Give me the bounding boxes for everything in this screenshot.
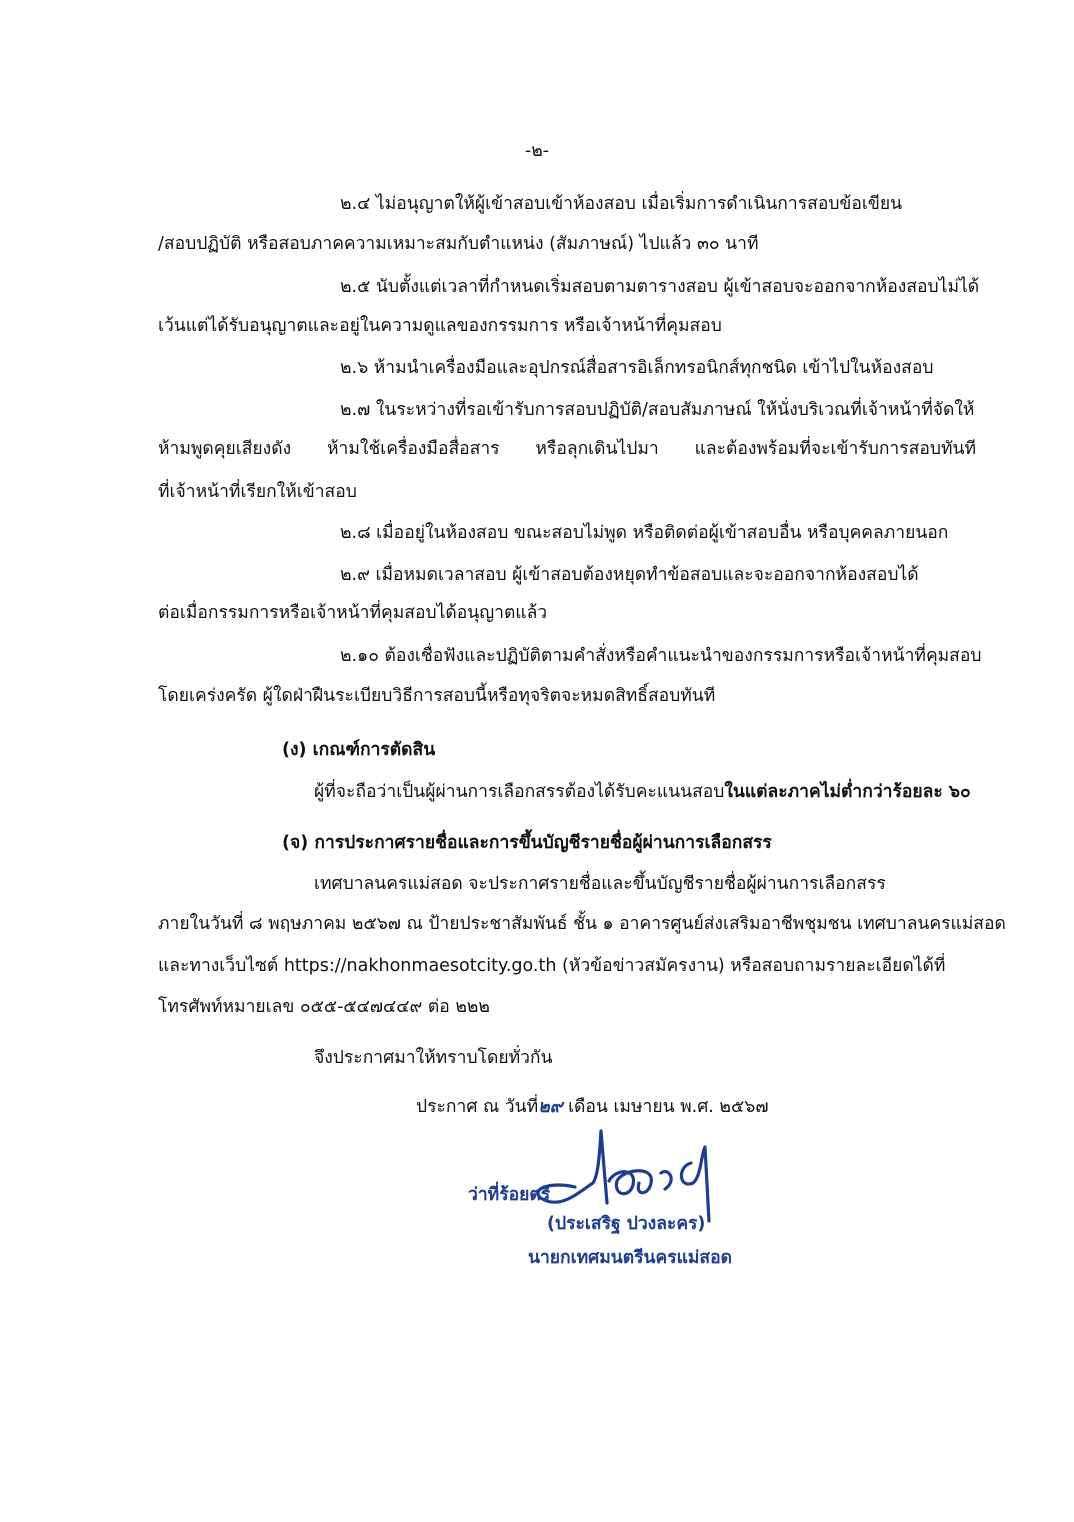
para-2-5-line-2: เว้นแต่ได้รับอนุญาตและอยู่ในความดูแลของกรรมการ หรือเจ้าหน้าที่คุมสอบ bbox=[158, 316, 722, 336]
para-2-7-line-3: ที่เจ้าหน้าที่เรียกให้เข้าสอบ bbox=[158, 482, 357, 502]
closing-text: จึงประกาศมาให้ทราบโดยทั่วกัน bbox=[314, 1048, 553, 1068]
para-2-10-line-2: โดยเคร่งครัด ผู้ใดฝ่าฝืนระเบียบวิธีการสอบนี้หรือทุจริตจะหมดสิทธิ์สอบทันที bbox=[158, 686, 716, 706]
para-2-8-line-1: ๒.๘ เมื่ออยู่ในห้องสอบ ขณะสอบไม่พูด หรือติดต่อผู้เข้าสอบอื่น หรือบุคคลภายนอก bbox=[340, 523, 949, 543]
para-2-5-line-1: ๒.๕ นับตั้งแต่เวลาที่กำหนดเริ่มสอบตามตารางสอบ ผู้เข้าสอบจะออกจากห้องสอบไม่ได้ bbox=[340, 277, 980, 297]
section-d-heading: (ง) เกณฑ์การตัดสิน bbox=[282, 740, 436, 760]
announce-date-suffix: เดือน เมษายน พ.ศ. ๒๕๖๗ bbox=[568, 1097, 769, 1117]
para-2-7-line-2: ห้ามพูดคุยเสียงดัง ห้ามใช้เครื่องมือสื่อสาร หรือลุกเดินไปมา และต้องพร้อมที่จะเข้ารับการสอบทันที bbox=[158, 439, 976, 459]
para-2-9-line-2: ต่อเมื่อกรรมการหรือเจ้าหน้าที่คุมสอบได้อนุญาตแล้ว bbox=[158, 603, 548, 623]
section-d-text-normal: ผู้ที่จะถือว่าเป็นผู้ผ่านการเลือกสรรต้องได้รับคะแนนสอบ bbox=[314, 782, 725, 802]
section-e-line-3: และทางเว็บไซต์ https://nakhonmaesotcity.go.th (หัวข้อข่าวสมัครงาน) หรือสอบถามรายละเอียดได้ที่ bbox=[158, 956, 946, 976]
announce-date-prefix: ประกาศ ณ วันที่ bbox=[416, 1097, 539, 1117]
para-2-10-line-1: ๒.๑๐ ต้องเชื่อฟังและปฏิบัติตามคำสั่งหรือคำแนะนำของกรรมการหรือเจ้าหน้าที่คุมสอบ bbox=[340, 646, 982, 666]
section-e-line-2: ภายในวันที่ ๘ พฤษภาคม ๒๕๖๗ ณ ป้ายประชาสัมพันธ์ ชั้น ๑ อาคารศูนย์ส่งเสริมอาชีพชุมชน เทศบาลนครแม่สอด bbox=[158, 914, 1006, 934]
announce-date bbox=[416, 1099, 768, 1117]
announce-date-day: ๒๙ bbox=[538, 1097, 563, 1117]
section-e-line-1: เทศบาลนครแม่สอด จะประกาศรายชื่อและขึ้นบัญชีรายชื่อผู้ผ่านการเลือกสรร bbox=[314, 874, 886, 894]
section-e-heading: (จ) การประกาศรายชื่อและการขึ้นบัญชีรายชื่อผู้ผ่านการเลือกสรร bbox=[282, 833, 772, 853]
section-d-text bbox=[314, 784, 971, 802]
signature-rank: ว่าที่ร้อยตรี bbox=[468, 1185, 551, 1205]
page-number: -๒- bbox=[524, 141, 550, 161]
signature-position: นายกเทศมนตรีนครแม่สอด bbox=[528, 1248, 732, 1268]
para-2-4-line-1: ๒.๔ ไม่อนุญาตให้ผู้เข้าสอบเข้าห้องสอบ เมื่อเริ่มการดำเนินการสอบข้อเขียน bbox=[340, 194, 903, 214]
signature-name: (ประเสริฐ ปวงละคร) bbox=[547, 1214, 706, 1234]
section-e-line-4: โทรศัพท์หมายเลข ๐๕๕-๕๔๗๔๔๙ ต่อ ๒๒๒ bbox=[158, 997, 490, 1017]
para-2-9-line-1: ๒.๙ เมื่อหมดเวลาสอบ ผู้เข้าสอบต้องหยุดทำข้อสอบและจะออกจากห้องสอบได้ bbox=[340, 565, 919, 585]
para-2-4-line-2: /สอบปฏิบัติ หรือสอบภาคความเหมาะสมกับตำแหน่ง (สัมภาษณ์) ไปแล้ว ๓๐ นาที bbox=[158, 234, 759, 254]
section-d-text-bold: ในแต่ละภาคไม่ต่ำกว่าร้อยละ ๖๐ bbox=[724, 782, 971, 802]
para-2-7-line-1: ๒.๗ ในระหว่างที่รอเข้ารับการสอบปฏิบัติ/สอบสัมภาษณ์ ให้นั่งบริเวณที่เจ้าหน้าที่จัดให้ bbox=[340, 400, 975, 420]
para-2-6-line-1: ๒.๖ ห้ามนำเครื่องมือและอุปกรณ์สื่อสารอิเล็กทรอนิกส์ทุกชนิด เข้าไปในห้องสอบ bbox=[340, 358, 934, 378]
